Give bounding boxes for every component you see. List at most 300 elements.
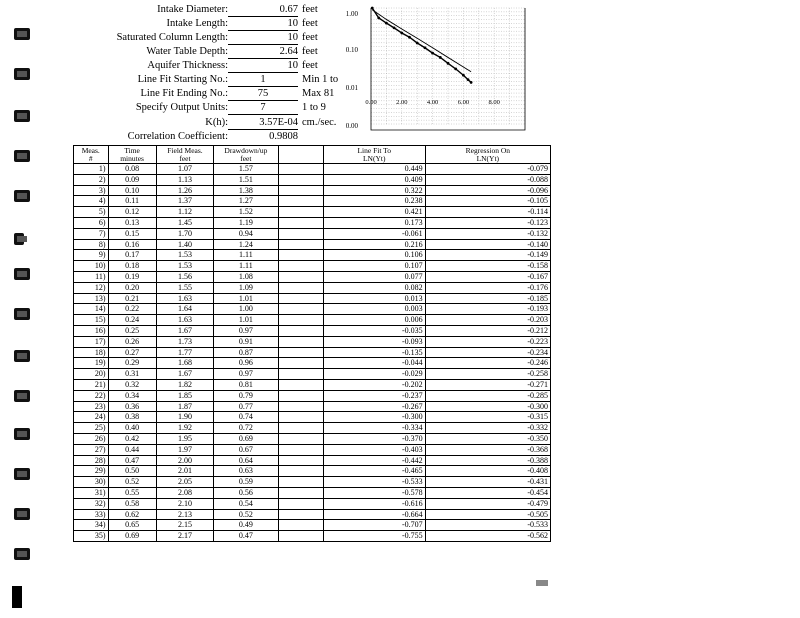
cell-blank	[278, 466, 323, 477]
cell-blank	[278, 423, 323, 434]
cell-meas: 15)	[74, 315, 109, 326]
cell-time: 0.62	[108, 509, 156, 520]
cell-field-meas: 1.92	[156, 423, 214, 434]
cell-line-fit: 0.322	[323, 185, 425, 196]
cell-drawdown: 0.91	[214, 336, 278, 347]
binder-hole	[14, 28, 30, 40]
cell-drawdown: 1.01	[214, 293, 278, 304]
cell-meas: 7)	[74, 228, 109, 239]
param-value: 3.57E-04	[228, 116, 298, 130]
cell-time: 0.27	[108, 347, 156, 358]
cell-regression: -0.167	[425, 271, 550, 282]
cell-blank	[278, 444, 323, 455]
binder-hole	[14, 508, 30, 520]
cell-meas: 21)	[74, 379, 109, 390]
binder-hole	[14, 233, 24, 245]
cell-time: 0.16	[108, 239, 156, 250]
cell-line-fit: -0.755	[323, 531, 425, 542]
cell-blank	[278, 358, 323, 369]
param-label: Water Table Depth:	[146, 46, 228, 57]
cell-drawdown: 0.49	[214, 520, 278, 531]
cell-meas: 18)	[74, 347, 109, 358]
data-point	[447, 62, 450, 65]
cell-line-fit: 0.173	[323, 217, 425, 228]
cell-line-fit: -0.707	[323, 520, 425, 531]
cell-blank	[278, 228, 323, 239]
cell-line-fit: -0.135	[323, 347, 425, 358]
cell-line-fit: 0.082	[323, 282, 425, 293]
cell-line-fit: 0.421	[323, 207, 425, 218]
cell-time: 0.21	[108, 293, 156, 304]
cell-drawdown: 0.87	[214, 347, 278, 358]
cell-regression: -0.185	[425, 293, 550, 304]
cell-meas: 33)	[74, 509, 109, 520]
param-value: 0.67	[228, 3, 298, 17]
cell-line-fit: 0.409	[323, 174, 425, 185]
cell-drawdown: 1.01	[214, 315, 278, 326]
cell-line-fit: -0.334	[323, 423, 425, 434]
binder-hole	[14, 268, 30, 280]
table-row	[74, 444, 551, 455]
cell-blank	[278, 477, 323, 488]
cell-field-meas: 1.87	[156, 401, 214, 412]
table-body	[74, 164, 551, 542]
param-label: Intake Diameter:	[157, 4, 228, 15]
data-point	[424, 46, 427, 49]
data-point	[400, 32, 403, 35]
data-point	[416, 42, 419, 45]
cell-line-fit: -0.237	[323, 390, 425, 401]
table-row	[74, 239, 551, 250]
param-unit: Min 1 to	[302, 74, 339, 85]
binder-hole	[14, 110, 30, 122]
cell-drawdown: 1.57	[214, 164, 278, 175]
cell-time: 0.26	[108, 336, 156, 347]
table-row	[74, 390, 551, 401]
chart-grid	[371, 8, 525, 124]
cell-regression: -0.431	[425, 477, 550, 488]
cell-regression: -0.332	[425, 423, 550, 434]
cell-line-fit: -0.029	[323, 369, 425, 380]
cell-blank	[278, 174, 323, 185]
cell-drawdown: 0.56	[214, 487, 278, 498]
cell-line-fit: -0.300	[323, 412, 425, 423]
data-point	[408, 36, 411, 39]
cell-meas: 25)	[74, 423, 109, 434]
cell-meas: 6)	[74, 217, 109, 228]
cell-drawdown: 0.97	[214, 369, 278, 380]
cell-field-meas: 2.05	[156, 477, 214, 488]
cell-field-meas: 2.08	[156, 487, 214, 498]
cell-field-meas: 1.26	[156, 185, 214, 196]
cell-regression: -0.388	[425, 455, 550, 466]
cell-regression: -0.193	[425, 304, 550, 315]
cell-line-fit: -0.533	[323, 477, 425, 488]
series-line	[372, 8, 471, 82]
param-value: 7	[228, 101, 298, 115]
cell-regression: -0.212	[425, 325, 550, 336]
cell-drawdown: 1.19	[214, 217, 278, 228]
cell-blank	[278, 520, 323, 531]
data-point	[385, 22, 388, 25]
cell-drawdown: 0.81	[214, 379, 278, 390]
param-unit: 1 to 9	[302, 102, 326, 113]
cell-meas: 35)	[74, 531, 109, 542]
cell-drawdown: 1.38	[214, 185, 278, 196]
cell-blank	[278, 531, 323, 542]
cell-regression: -0.149	[425, 250, 550, 261]
cell-field-meas: 1.55	[156, 282, 214, 293]
cell-regression: -0.562	[425, 531, 550, 542]
chart-y-ticks	[346, 10, 359, 130]
cell-time: 0.34	[108, 390, 156, 401]
cell-drawdown: 1.27	[214, 196, 278, 207]
binder-hole	[14, 150, 30, 162]
param-label: Intake Length:	[166, 18, 228, 29]
cell-time: 0.36	[108, 401, 156, 412]
cell-time: 0.44	[108, 444, 156, 455]
cell-drawdown: 0.72	[214, 423, 278, 434]
cell-drawdown: 0.74	[214, 412, 278, 423]
cell-drawdown: 0.79	[214, 390, 278, 401]
param-label: Line Fit Starting No.:	[137, 74, 228, 85]
cell-drawdown: 0.52	[214, 509, 278, 520]
cell-field-meas: 1.40	[156, 239, 214, 250]
cell-time: 0.11	[108, 196, 156, 207]
cell-meas: 23)	[74, 401, 109, 412]
cell-regression: -0.533	[425, 520, 550, 531]
cell-field-meas: 1.67	[156, 369, 214, 380]
cell-time: 0.10	[108, 185, 156, 196]
cell-meas: 32)	[74, 498, 109, 509]
cell-drawdown: 0.47	[214, 531, 278, 542]
cell-blank	[278, 455, 323, 466]
x-tick-label: 4.00	[426, 99, 439, 106]
data-point	[371, 7, 374, 10]
cell-regression: -0.203	[425, 315, 550, 326]
chart-series	[371, 7, 473, 84]
cell-drawdown: 1.08	[214, 271, 278, 282]
cell-time: 0.31	[108, 369, 156, 380]
table-row	[74, 369, 551, 380]
cell-blank	[278, 185, 323, 196]
cell-field-meas: 1.63	[156, 293, 214, 304]
cell-field-meas: 1.12	[156, 207, 214, 218]
data-point	[431, 52, 434, 55]
cell-time: 0.19	[108, 271, 156, 282]
cell-line-fit: 0.003	[323, 304, 425, 315]
cell-blank	[278, 379, 323, 390]
table-header-row	[74, 146, 551, 164]
data-point	[393, 26, 396, 29]
cell-drawdown: 0.59	[214, 477, 278, 488]
cell-meas: 8)	[74, 239, 109, 250]
cell-field-meas: 1.53	[156, 261, 214, 272]
cell-meas: 11)	[74, 271, 109, 282]
cell-blank	[278, 369, 323, 380]
cell-regression: -0.505	[425, 509, 550, 520]
cell-regression: -0.368	[425, 444, 550, 455]
cell-time: 0.42	[108, 433, 156, 444]
cell-meas: 26)	[74, 433, 109, 444]
col-header-regression: Regression On LN(Yt)	[425, 146, 550, 164]
cell-regression: -0.479	[425, 498, 550, 509]
param-value: 1	[228, 73, 298, 87]
cell-blank	[278, 487, 323, 498]
drawdown-chart	[325, 0, 550, 146]
table-row	[74, 433, 551, 444]
cell-time: 0.17	[108, 250, 156, 261]
cell-field-meas: 1.45	[156, 217, 214, 228]
cell-regression: -0.285	[425, 390, 550, 401]
cell-blank	[278, 412, 323, 423]
cell-meas: 17)	[74, 336, 109, 347]
param-unit: feet	[302, 32, 318, 43]
cell-time: 0.25	[108, 325, 156, 336]
table-row	[74, 379, 551, 390]
col-header-blank	[278, 146, 323, 164]
cell-time: 0.38	[108, 412, 156, 423]
table-row	[74, 185, 551, 196]
binder-hole	[14, 548, 30, 560]
param-value: 10	[228, 31, 298, 45]
cell-meas: 29)	[74, 466, 109, 477]
cell-drawdown: 1.09	[214, 282, 278, 293]
table-row	[74, 509, 551, 520]
series-line	[372, 10, 471, 72]
cell-field-meas: 2.01	[156, 466, 214, 477]
cell-drawdown: 1.11	[214, 261, 278, 272]
cell-regression: -0.271	[425, 379, 550, 390]
cell-meas: 27)	[74, 444, 109, 455]
cell-blank	[278, 261, 323, 272]
table-row	[74, 293, 551, 304]
cell-regression: -0.132	[425, 228, 550, 239]
cell-blank	[278, 390, 323, 401]
measurement-table	[73, 145, 551, 542]
cell-blank	[278, 250, 323, 261]
table-row	[74, 477, 551, 488]
cell-line-fit: 0.449	[323, 164, 425, 175]
cell-drawdown: 0.67	[214, 444, 278, 455]
cell-drawdown: 1.52	[214, 207, 278, 218]
binder-mark	[12, 586, 22, 608]
cell-field-meas: 1.37	[156, 196, 214, 207]
data-point	[377, 16, 380, 19]
cell-regression: -0.114	[425, 207, 550, 218]
cell-blank	[278, 315, 323, 326]
cell-regression: -0.258	[425, 369, 550, 380]
cell-meas: 4)	[74, 196, 109, 207]
param-value: 0.9808	[269, 131, 298, 142]
cell-time: 0.47	[108, 455, 156, 466]
table-row	[74, 315, 551, 326]
cell-regression: -0.140	[425, 239, 550, 250]
param-label: Correlation Coefficient:	[127, 131, 228, 142]
table-row	[74, 455, 551, 466]
cell-field-meas: 2.17	[156, 531, 214, 542]
table-row	[74, 336, 551, 347]
cell-line-fit: -0.061	[323, 228, 425, 239]
cell-field-meas: 1.73	[156, 336, 214, 347]
param-label: Aquifer Thickness:	[147, 60, 228, 71]
cell-regression: -0.123	[425, 217, 550, 228]
cell-blank	[278, 401, 323, 412]
cell-line-fit: -0.403	[323, 444, 425, 455]
cell-meas: 16)	[74, 325, 109, 336]
data-point	[454, 67, 457, 70]
binder-hole	[14, 68, 30, 80]
cell-drawdown: 0.63	[214, 466, 278, 477]
cell-regression: -0.079	[425, 164, 550, 175]
cell-field-meas: 1.68	[156, 358, 214, 369]
cell-field-meas: 2.15	[156, 520, 214, 531]
cell-regression: -0.246	[425, 358, 550, 369]
cell-field-meas: 2.13	[156, 509, 214, 520]
col-header-line-fit: Line Fit To LN(Yt)	[323, 146, 425, 164]
col-header-drawdown: Drawdown/up feet	[214, 146, 278, 164]
table-row	[74, 520, 551, 531]
col-header-meas: Meas. #	[74, 146, 109, 164]
cell-time: 0.55	[108, 487, 156, 498]
cell-regression: -0.350	[425, 433, 550, 444]
cell-meas: 9)	[74, 250, 109, 261]
cell-line-fit: -0.093	[323, 336, 425, 347]
cell-drawdown: 0.96	[214, 358, 278, 369]
cell-meas: 22)	[74, 390, 109, 401]
cell-time: 0.29	[108, 358, 156, 369]
cell-meas: 10)	[74, 261, 109, 272]
cell-line-fit: -0.664	[323, 509, 425, 520]
binder-hole	[14, 428, 30, 440]
cell-blank	[278, 347, 323, 358]
param-unit: feet	[302, 18, 318, 29]
cell-regression: -0.454	[425, 487, 550, 498]
cell-line-fit: 0.106	[323, 250, 425, 261]
param-unit: Max 81	[302, 88, 335, 99]
cell-time: 0.52	[108, 477, 156, 488]
cell-blank	[278, 164, 323, 175]
cell-meas: 2)	[74, 174, 109, 185]
cell-field-meas: 1.67	[156, 325, 214, 336]
cell-time: 0.08	[108, 164, 156, 175]
cell-line-fit: -0.616	[323, 498, 425, 509]
cell-line-fit: 0.107	[323, 261, 425, 272]
cell-time: 0.50	[108, 466, 156, 477]
data-point	[470, 81, 473, 84]
y-tick-label: 0.01	[345, 84, 358, 92]
param-value: 10	[228, 17, 298, 31]
cell-blank	[278, 239, 323, 250]
cell-line-fit: -0.465	[323, 466, 425, 477]
cell-meas: 12)	[74, 282, 109, 293]
cell-time: 0.20	[108, 282, 156, 293]
cell-meas: 28)	[74, 455, 109, 466]
cell-line-fit: -0.442	[323, 455, 425, 466]
table-row	[74, 325, 551, 336]
cell-field-meas: 1.95	[156, 433, 214, 444]
chart-x-ticks	[365, 99, 500, 106]
binder-hole	[14, 350, 30, 362]
data-point	[467, 78, 470, 81]
cell-blank	[278, 271, 323, 282]
table-row	[74, 498, 551, 509]
data-point	[439, 56, 442, 59]
param-label: Saturated Column Length:	[116, 32, 228, 43]
cell-time: 0.32	[108, 379, 156, 390]
cell-line-fit: 0.216	[323, 239, 425, 250]
param-value: 2.64	[228, 45, 298, 59]
cell-regression: -0.176	[425, 282, 550, 293]
cell-regression: -0.158	[425, 261, 550, 272]
cell-regression: -0.088	[425, 174, 550, 185]
cell-blank	[278, 196, 323, 207]
page-stamp	[536, 580, 548, 586]
cell-blank	[278, 433, 323, 444]
cell-field-meas: 1.90	[156, 412, 214, 423]
cell-meas: 20)	[74, 369, 109, 380]
cell-line-fit: -0.044	[323, 358, 425, 369]
cell-blank	[278, 509, 323, 520]
cell-blank	[278, 293, 323, 304]
cell-drawdown: 0.77	[214, 401, 278, 412]
cell-meas: 24)	[74, 412, 109, 423]
cell-drawdown: 0.94	[214, 228, 278, 239]
cell-line-fit: -0.578	[323, 487, 425, 498]
table-row	[74, 271, 551, 282]
param-unit: feet	[302, 46, 318, 57]
table-row	[74, 228, 551, 239]
table-row	[74, 304, 551, 315]
cell-time: 0.58	[108, 498, 156, 509]
cell-meas: 13)	[74, 293, 109, 304]
x-tick-label: 6.00	[457, 99, 470, 106]
cell-drawdown: 0.54	[214, 498, 278, 509]
param-label: Specify Output Units:	[135, 102, 228, 113]
cell-time: 0.65	[108, 520, 156, 531]
cell-line-fit: -0.202	[323, 379, 425, 390]
param-label: Line Fit Ending No.:	[140, 88, 228, 99]
table-row	[74, 347, 551, 358]
cell-time: 0.12	[108, 207, 156, 218]
cell-field-meas: 1.53	[156, 250, 214, 261]
param-unit: cm./sec.	[302, 117, 337, 128]
binder-hole	[14, 308, 30, 320]
cell-regression: -0.223	[425, 336, 550, 347]
table-row	[74, 487, 551, 498]
cell-blank	[278, 336, 323, 347]
cell-blank	[278, 207, 323, 218]
cell-blank	[278, 217, 323, 228]
table-row	[74, 531, 551, 542]
cell-field-meas: 1.13	[156, 174, 214, 185]
cell-meas: 31)	[74, 487, 109, 498]
cell-drawdown: 1.51	[214, 174, 278, 185]
cell-drawdown: 1.00	[214, 304, 278, 315]
cell-time: 0.18	[108, 261, 156, 272]
table-row	[74, 358, 551, 369]
cell-line-fit: 0.013	[323, 293, 425, 304]
table-row	[74, 466, 551, 477]
param-label: K(h):	[205, 117, 228, 128]
cell-time: 0.22	[108, 304, 156, 315]
table-row	[74, 207, 551, 218]
x-tick-label: 2.00	[396, 99, 408, 106]
cell-line-fit: 0.077	[323, 271, 425, 282]
cell-blank	[278, 282, 323, 293]
cell-field-meas: 1.70	[156, 228, 214, 239]
cell-field-meas: 1.63	[156, 315, 214, 326]
